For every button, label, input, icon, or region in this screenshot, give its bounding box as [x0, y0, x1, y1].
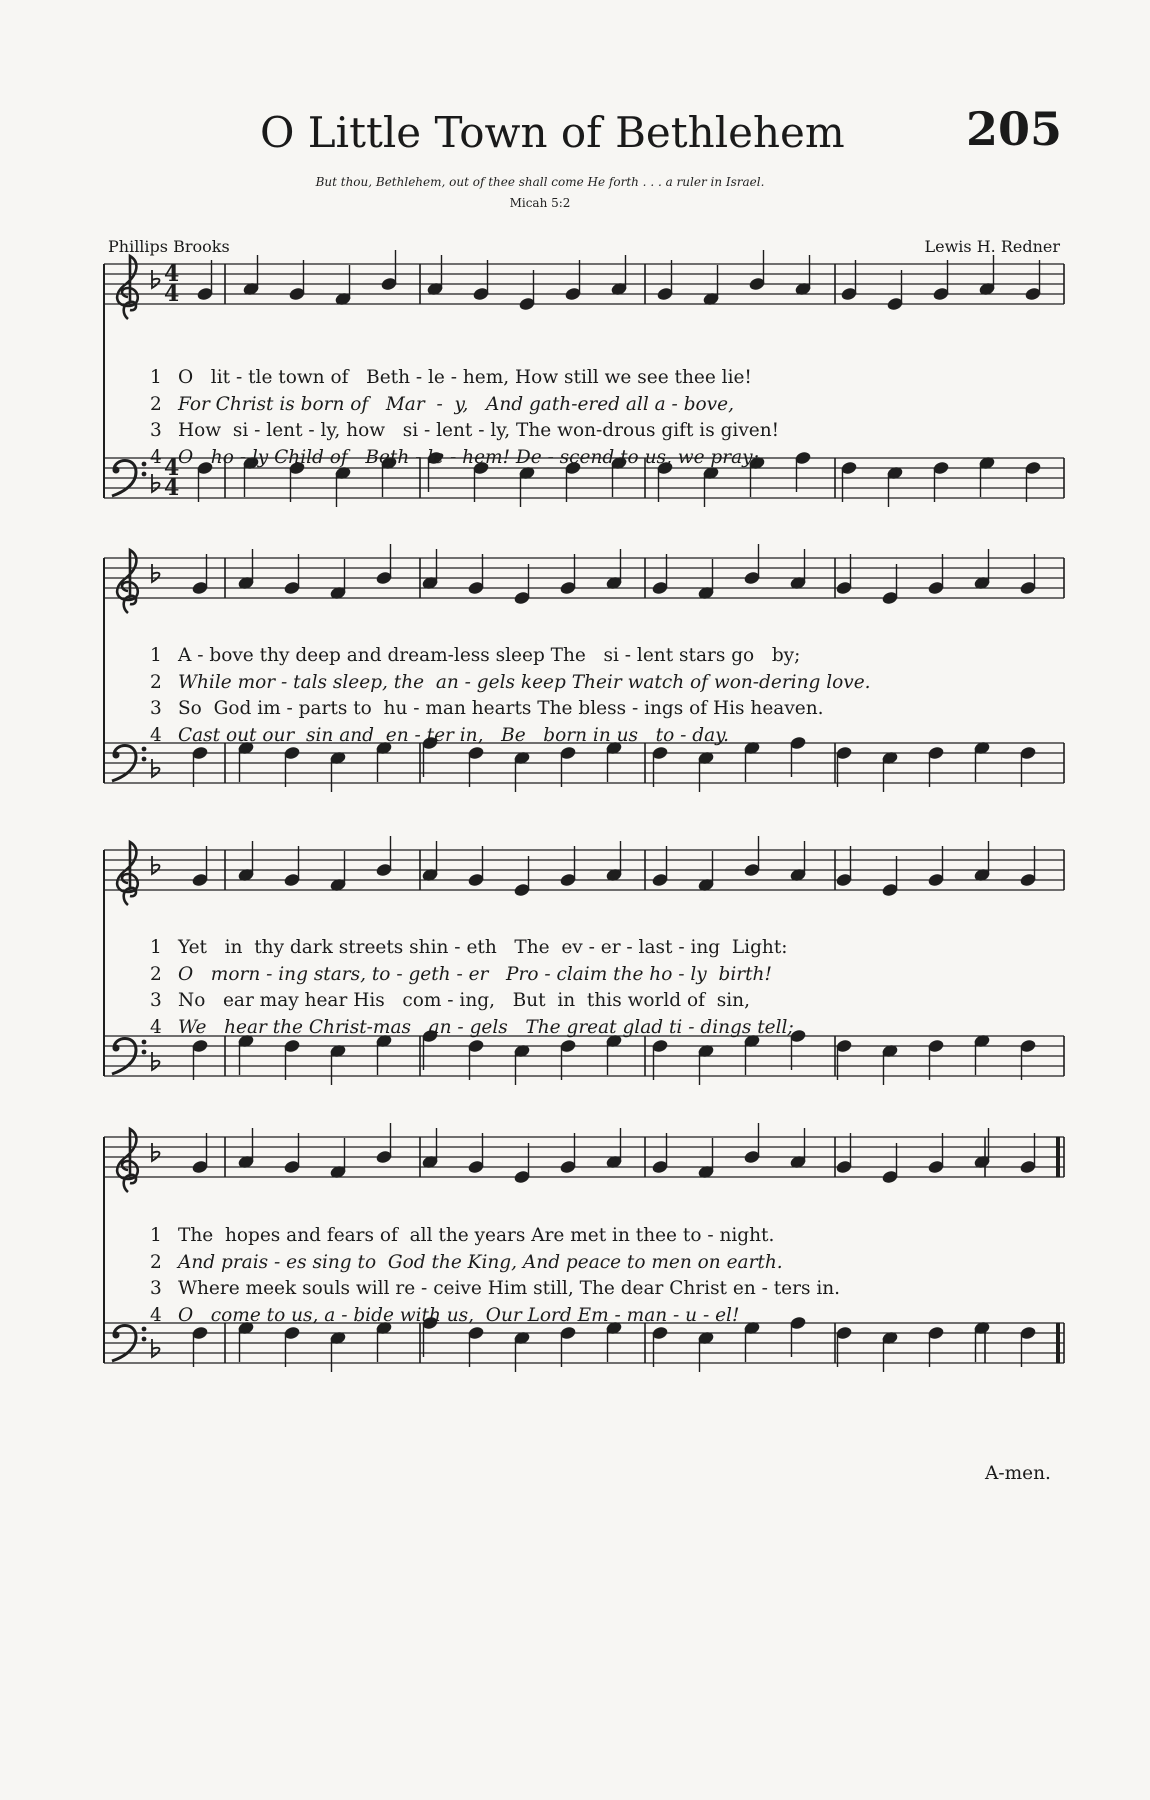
- flat-key-signature-icon: [152, 564, 160, 582]
- lyric-line-verse-1: [150, 367, 1060, 391]
- lyric-text: No ear may hear His com - ing, But in this world of sin,: [178, 990, 750, 1011]
- verse-number: 3: [150, 420, 162, 441]
- lyric-line-verse-1: [150, 1225, 1060, 1249]
- words-credit: Phillips Brooks: [108, 237, 230, 256]
- lyric-text: O come to us, a - bide with us, Our Lord Em - man - u - el!: [178, 1304, 740, 1326]
- lyric-line-verse-3: [150, 990, 1060, 1014]
- lyric-text: For Christ is born of Mar - y, And gath-ered all a - bove,: [178, 393, 734, 415]
- lyric-text: And prais - es sing to God the King, And peace to men on earth.: [178, 1251, 783, 1273]
- verse-number: 2: [150, 1251, 162, 1273]
- lyric-line-verse-3: [150, 420, 1060, 444]
- verse-number: 3: [150, 698, 162, 719]
- lyric-line-verse-4: [150, 447, 1060, 471]
- lyric-text: Where meek souls will re - ceive Him still, The dear Christ en - ters in.: [178, 1278, 841, 1299]
- lyric-text: We hear the Christ-mas an - gels The great glad ti - dings tell;: [178, 1016, 794, 1038]
- verse-number: 4: [150, 1304, 162, 1326]
- bass-clef-dot: [142, 1327, 147, 1332]
- lyric-text: O ho - ly Child of Beth - le - hem! De - scend to us, we pray;: [178, 446, 759, 468]
- verse-number: 4: [150, 446, 162, 468]
- lyric-line-verse-2: [150, 1252, 1060, 1276]
- lyric-text: So God im - parts to hu - man hearts The bless - ings of His heaven.: [178, 698, 824, 719]
- treble-clef-icon: [117, 842, 138, 905]
- bass-clef-dot: [142, 747, 147, 752]
- flat-key-signature-icon: [152, 1143, 160, 1161]
- flat-key-signature-icon: [152, 474, 160, 492]
- verse-number: 1: [150, 367, 162, 388]
- verse-number: 1: [150, 937, 162, 958]
- bass-clef-dot: [142, 1337, 147, 1342]
- bass-clef-dot: [142, 1050, 147, 1055]
- verse-number: 4: [150, 1016, 162, 1038]
- lyric-text: Yet in thy dark streets shin - eth The ev - er - last - ing Light:: [178, 937, 788, 958]
- bass-clef-dot: [142, 1040, 147, 1045]
- lyric-text: O lit - tle town of Beth - le - hem, How still we see thee lie!: [178, 367, 752, 388]
- bass-clef-dot: [142, 757, 147, 762]
- flat-key-signature-icon: [152, 856, 160, 874]
- music-credit: Lewis H. Redner: [924, 237, 1060, 256]
- lyric-text: O morn - ing stars, to - geth - er Pro - claim the ho - ly birth!: [178, 963, 772, 985]
- flat-key-signature-icon: [152, 270, 160, 288]
- bass-clef-dot: [113, 1045, 120, 1052]
- lyric-line-verse-2: [150, 672, 1060, 696]
- lyric-text: The hopes and fears of all the years Are met in thee to - night.: [178, 1225, 775, 1246]
- bass-clef-dot: [113, 467, 120, 474]
- lyric-line-verse-1: [150, 937, 1060, 961]
- verse-number: 2: [150, 393, 162, 415]
- scripture-reference: Micah 5:2: [509, 196, 571, 210]
- verse-number: 3: [150, 990, 162, 1011]
- lyric-line-verse-3: [150, 1278, 1060, 1302]
- lyric-line-verse-4: [150, 1017, 1060, 1041]
- verse-number: 4: [150, 724, 162, 746]
- lyric-line-verse-4: [150, 1305, 1060, 1329]
- flat-key-signature-icon: [152, 1052, 160, 1070]
- verse-number: 1: [150, 1225, 162, 1246]
- treble-clef-icon: [117, 1129, 138, 1192]
- hymn-number: 205: [965, 102, 1062, 156]
- lyric-line-verse-2: [150, 964, 1060, 988]
- verse-number: 2: [150, 963, 162, 985]
- time-signature: 4: [164, 475, 180, 501]
- verse-number: 1: [150, 645, 162, 666]
- bass-clef-dot: [142, 462, 147, 467]
- lyric-text: While mor - tals sleep, the an - gels keep Their watch of won-dering love.: [178, 671, 871, 693]
- lyric-text: Cast out our sin and en - ter in, Be born in us to - day.: [178, 724, 730, 746]
- treble-clef-icon: [117, 550, 138, 613]
- epigraph: But thou, Bethlehem, out of thee shall come He forth . . . a ruler in Israel.: [315, 175, 765, 189]
- lyric-line-verse-4: [150, 725, 1060, 749]
- lyric-line-verse-2: [150, 394, 1060, 418]
- lyric-text: How si - lent - ly, how si - lent - ly, The won-drous gift is given!: [178, 420, 780, 441]
- time-signature: 4: [164, 281, 180, 307]
- lyric-line-verse-3: [150, 698, 1060, 722]
- flat-key-signature-icon: [152, 1339, 160, 1357]
- verse-number: 2: [150, 671, 162, 693]
- bass-clef-dot: [113, 752, 120, 759]
- verse-number: 3: [150, 1278, 162, 1299]
- lyric-text: A - bove thy deep and dream-less sleep The si - lent stars go by;: [178, 645, 801, 666]
- time-signature: 4: [164, 455, 180, 481]
- treble-clef-icon: [117, 256, 138, 319]
- bass-clef-dot: [142, 472, 147, 477]
- flat-key-signature-icon: [152, 759, 160, 777]
- hymn-title: O Little Town of Bethlehem: [260, 108, 845, 157]
- amen-text: A-men.: [985, 1463, 1051, 1484]
- bass-clef-dot: [113, 1332, 120, 1339]
- time-signature: 4: [164, 261, 180, 287]
- lyric-line-verse-1: [150, 645, 1060, 669]
